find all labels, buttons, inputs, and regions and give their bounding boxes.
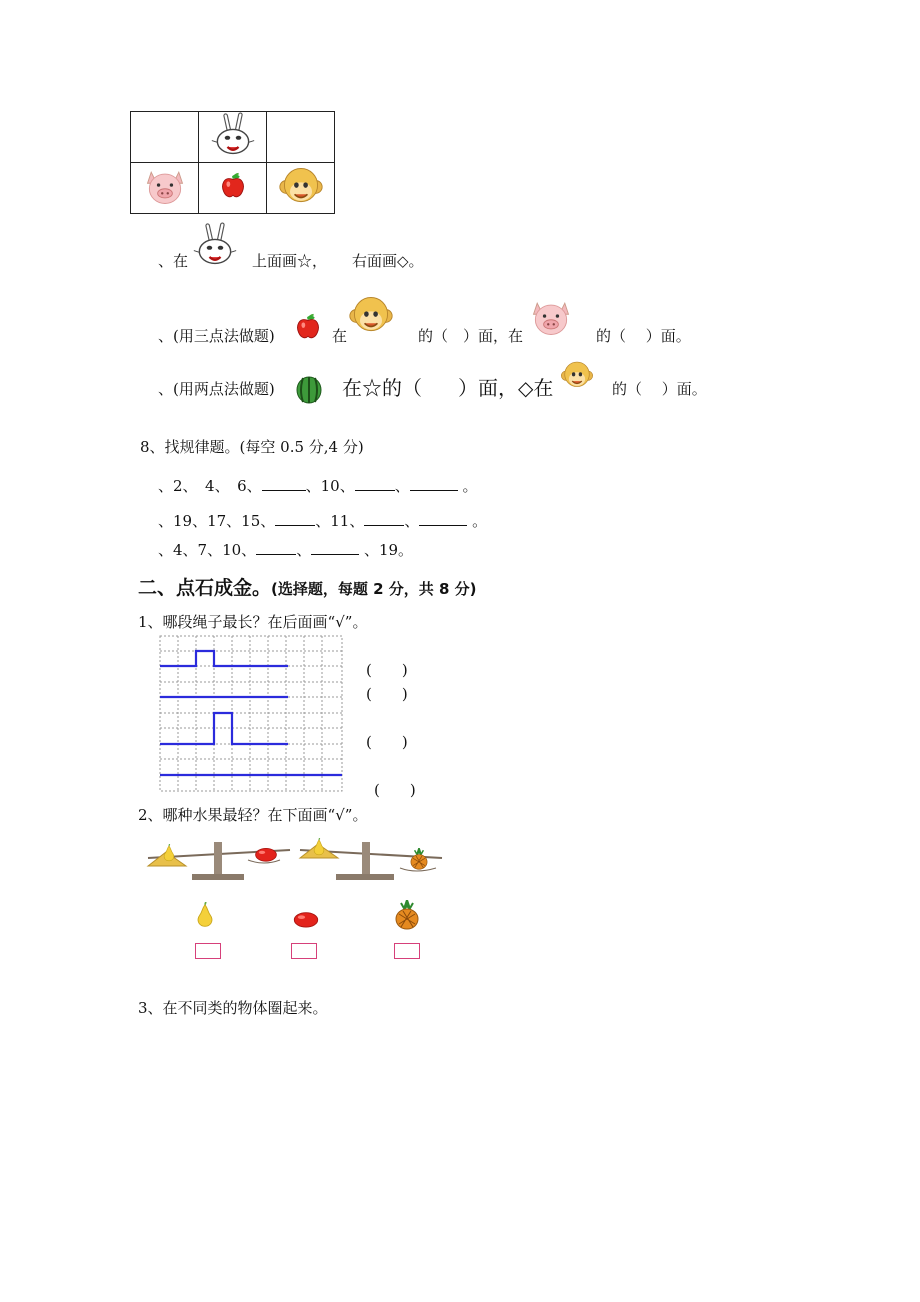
pattern-text: 。 (457, 477, 478, 495)
section-subtitle: (选择题，每题 2 分，共 8 分) (271, 580, 477, 598)
rabbit-icon (192, 220, 238, 270)
answer-blank[interactable] (262, 476, 306, 491)
q2-text: 2、哪种水果最轻？在下面画“√”。 (138, 806, 368, 824)
answer-blank[interactable] (355, 476, 395, 491)
position-q2-part1: 的（ ）面，在 (418, 327, 524, 345)
apple-icon (219, 172, 247, 200)
pattern-text: 、2、 4、 6、 (158, 477, 262, 495)
pattern-text: 、 (404, 512, 420, 530)
answer-blank[interactable] (364, 511, 404, 526)
grid-lines (160, 636, 342, 791)
rope-answer-3[interactable]: ( ) (366, 733, 408, 751)
section-heading (138, 573, 477, 600)
answer-checkbox-pineapple[interactable] (394, 943, 420, 959)
apple-icon (294, 312, 322, 342)
grid-cell (199, 112, 267, 163)
rope-grid (158, 634, 346, 794)
grid-cell (267, 163, 335, 214)
position-q1-prefix: 、在 (158, 252, 189, 270)
pattern-text: 、 (394, 477, 410, 495)
position-q3-zai: 在☆的（ (342, 376, 422, 400)
monkey-icon (348, 292, 394, 338)
monkey-icon (278, 163, 324, 209)
answer-blank[interactable] (275, 511, 315, 526)
position-q2-part2: 的（ ）面。 (596, 327, 691, 345)
pig-icon (142, 163, 188, 209)
answer-blank[interactable] (419, 511, 467, 526)
pear-icon (192, 902, 218, 928)
pattern-text: 、 (296, 541, 312, 559)
q1-text: 1、哪段绳子最长？在后面画“√”。 (138, 613, 368, 631)
position-q2-prefix: 、(用三点法做题) (158, 327, 275, 345)
rope-1 (160, 651, 288, 666)
pattern-row-3 (158, 539, 413, 560)
watermelon-icon (294, 372, 324, 406)
section-title: 二、点石成金。 (138, 577, 272, 599)
rope-answer-1[interactable]: ( ) (366, 661, 408, 679)
tomato-icon (292, 910, 320, 928)
position-q1-end: 右面画◇。 (352, 252, 424, 270)
position-q3-close: ）面，◇在 (458, 376, 554, 400)
q3-text: 3、在不同类的物体圈起来。 (138, 999, 328, 1017)
rope-answer-2[interactable]: ( ) (366, 685, 408, 703)
position-q2-zai: 在 (332, 327, 348, 345)
answer-blank[interactable] (410, 476, 458, 491)
pattern-text: 。 (467, 512, 488, 530)
position-grid (130, 111, 335, 214)
grid-cell (131, 112, 199, 163)
balance-scale-2 (296, 836, 444, 886)
answer-blank[interactable] (256, 540, 296, 555)
pattern-row-2 (158, 510, 487, 531)
grid-cell (267, 112, 335, 163)
answer-checkbox-pear[interactable] (195, 943, 221, 959)
position-q3-prefix: 、(用两点法做题) (158, 380, 275, 398)
pattern-row-1 (158, 475, 478, 496)
pattern-text: 、4、7、10、 (158, 541, 257, 559)
rabbit-icon (210, 112, 256, 158)
pig-icon (528, 294, 574, 340)
grid-cell (199, 163, 267, 214)
position-q1-mid: 上面画☆， (252, 252, 328, 270)
grid-cell (131, 163, 199, 214)
position-q3-end: 的（ ）面。 (612, 380, 707, 398)
q8-title: 8、找规律题。(每空 0.5 分,4 分) (140, 438, 364, 456)
monkey-icon (560, 358, 594, 392)
pattern-text: 、19。 (359, 541, 414, 559)
pattern-text: 、19、17、15、 (158, 512, 276, 530)
rope-answer-4[interactable]: ( ) (374, 781, 416, 799)
answer-checkbox-tomato[interactable] (291, 943, 317, 959)
pineapple-icon (392, 900, 422, 930)
pattern-text: 、11、 (315, 512, 365, 530)
pattern-text: 、10、 (305, 477, 355, 495)
answer-blank[interactable] (311, 540, 359, 555)
